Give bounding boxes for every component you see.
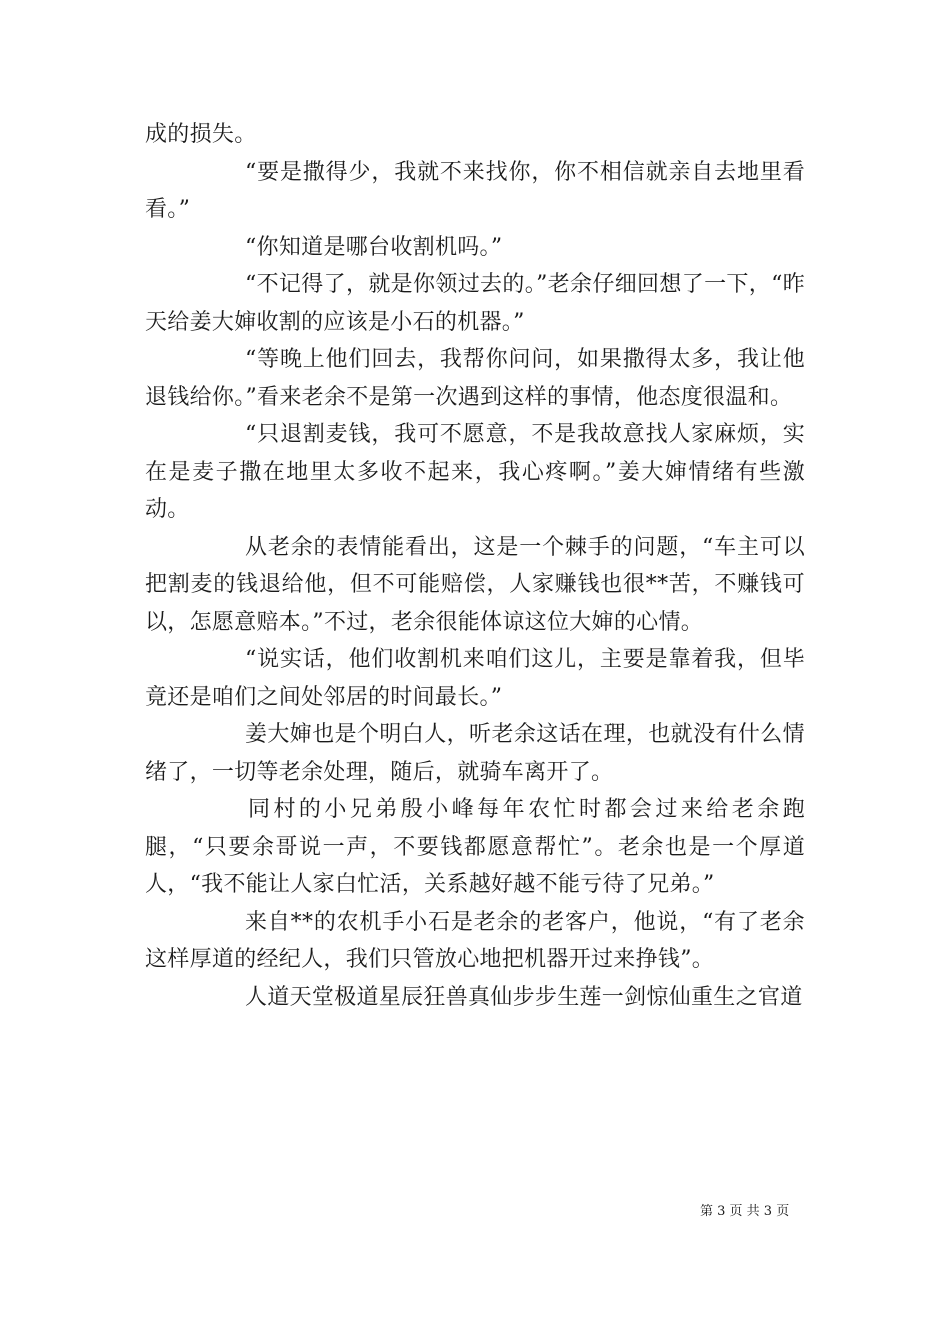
paragraph-10: 同村的小兄弟殷小峰每年农忙时都会过来给老余跑腿，“只要余哥说一声，不要钱都愿意帮忙”。老余也是一个厚道人，“我不能让人家白忙活，关系越好越不能亏待了兄弟。” [145,797,805,897]
document-body [145,116,805,1016]
paragraph-5: “等晚上他们回去，我帮你问问，如果撒得太多，我让他退钱给你。”看来老余不是第一次遇到这样的事情，他态度很温和。 [145,347,805,410]
paragraph-1: 成的损失。 [145,122,257,147]
paragraph-3: “你知道是哪台收割机吗。” [245,234,503,260]
paragraph-11: 来自**的农机手小石是老余的老客户，他说，“有了老余这样厚道的经纪人，我们只管放心地把机器开过来挣钱”。 [145,909,805,972]
paragraph-2: “要是撒得少，我就不来找你，你不相信就亲自去地里看看。” [145,159,805,222]
paragraph-4: “不记得了，就是你领过去的。”老余仔细回想了一下，“昨天给姜大婶收割的应该是小石的机器。” [145,272,805,335]
paragraph-8: “说实话，他们收割机来咱们这儿，主要是靠着我，但毕竟还是咱们之间处邻居的时间最长。” [145,647,805,710]
page-number-footer: 第 3 页 共 3 页 [700,1204,790,1219]
paragraph-9: 姜大婶也是个明白人，听老余这话在理，也就没有什么情绪了，一切等老余处理，随后，就骑车离开了。 [145,722,805,785]
paragraph-7: 从老余的表情能看出，这是一个棘手的问题，“车主可以把割麦的钱退给他，但不可能赔偿，人家赚钱也很**苦，不赚钱可以，怎愿意赔本。”不过，老余很能体谅这位大婶的心情。 [145,534,805,635]
paragraph-12: 人道天堂极道星辰狂兽真仙步步生莲一剑惊仙重生之官道 [245,984,803,1010]
paragraph-6: “只退割麦钱，我可不愿意，不是我故意找人家麻烦，实在是麦子撒在地里太多收不起来，我心疼啊。”姜大婶情绪有些激动。 [145,422,805,522]
